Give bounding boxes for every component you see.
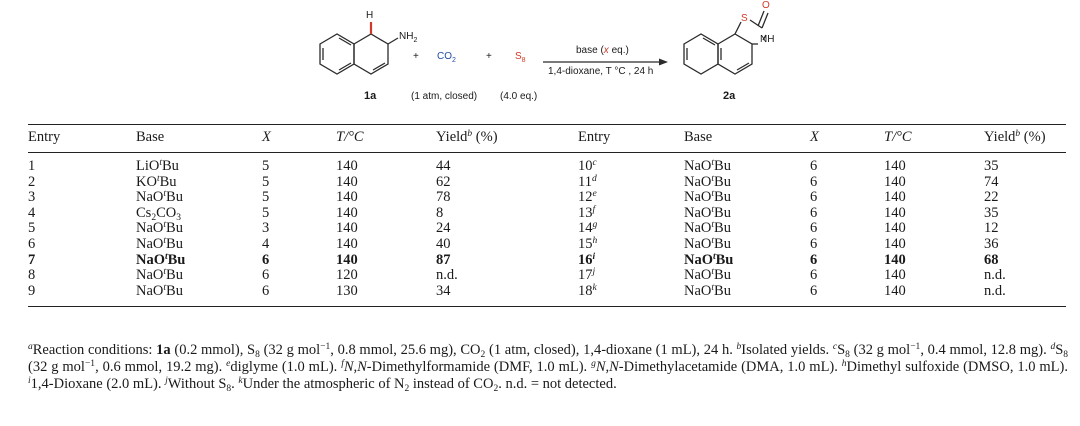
cell-entry: 5 bbox=[28, 220, 36, 237]
reaction-scheme-drawing bbox=[0, 0, 1080, 112]
header-x: X bbox=[262, 125, 336, 153]
cell-entry-2: 18$^k$ bbox=[578, 284, 684, 307]
cell-yield-2: 68 bbox=[984, 251, 999, 268]
cell-base: NaO$^t$Bu bbox=[136, 189, 183, 206]
arrow-bottom-conditions: 1,4-dioxane, T °C , 24 h bbox=[548, 66, 654, 77]
header-entry-2: Entry bbox=[578, 125, 684, 153]
cell-base-2: NaO$^t$Bu bbox=[684, 235, 731, 252]
cell-x: 6 bbox=[262, 267, 270, 284]
cell-entry-2: 14$^g$ bbox=[578, 220, 598, 237]
cell-yield-2: 74 bbox=[984, 173, 999, 190]
table-row bbox=[28, 268, 1066, 284]
cell-x-2: 6 bbox=[810, 189, 818, 206]
cell-yield: 62 bbox=[436, 173, 451, 190]
cell-temperature: 140 bbox=[336, 204, 358, 221]
table-row bbox=[28, 253, 1066, 269]
arrow-top-conditions: base (x eq.) bbox=[576, 45, 629, 56]
header-entry: Entry bbox=[28, 125, 136, 153]
cell-entry: 9 bbox=[28, 284, 136, 307]
product-sulfur: S bbox=[741, 13, 748, 24]
product-ring-left bbox=[684, 34, 718, 74]
cell-temperature-2: 140 bbox=[884, 251, 906, 268]
h-atom: H bbox=[366, 10, 374, 21]
cell-entry-2: 16$^i$ bbox=[578, 251, 596, 268]
cell-entry-2: 10$^c$ bbox=[578, 158, 597, 174]
cell-yield: n.d. bbox=[436, 267, 458, 284]
cell-base: NaO$^t$Bu bbox=[136, 220, 183, 237]
cell-x-2: 6 bbox=[810, 284, 884, 307]
table-row bbox=[28, 221, 1066, 237]
table-row bbox=[28, 175, 1066, 191]
cell-x-2: 6 bbox=[810, 220, 818, 237]
co2-reagent: $CO_2$ bbox=[437, 51, 456, 64]
cell-yield: 24 bbox=[436, 220, 451, 237]
cell-yield-2: 22 bbox=[984, 189, 999, 206]
cell-temperature-2: 140 bbox=[884, 235, 906, 252]
cell-base: $Cs_2CO_3$ bbox=[136, 204, 181, 223]
table-header-row bbox=[28, 125, 1066, 153]
cell-temperature: 140 bbox=[336, 158, 358, 174]
cell-yield-2: 35 bbox=[984, 158, 999, 174]
header-base-2: Base bbox=[684, 125, 810, 153]
cell-entry: 4 bbox=[28, 204, 36, 221]
cell-entry: 1 bbox=[28, 158, 36, 174]
cell-entry-2: 11$^d$ bbox=[578, 173, 597, 190]
cell-temperature: 120 bbox=[336, 267, 358, 284]
product-label: 2a bbox=[723, 90, 736, 102]
cell-x-2: 6 bbox=[810, 158, 818, 174]
co2-condition: (1 atm, closed) bbox=[411, 91, 478, 102]
cell-yield-2: 36 bbox=[984, 235, 999, 252]
reactant-ring-right bbox=[354, 34, 388, 74]
amino-group: $NH_2$ bbox=[399, 31, 418, 44]
cell-temperature-2: 140 bbox=[884, 284, 984, 307]
header-temperature: T/°C bbox=[336, 125, 436, 153]
table-row bbox=[28, 190, 1066, 206]
table-row bbox=[28, 206, 1066, 222]
cell-x: 4 bbox=[262, 235, 270, 252]
cell-base: NaO$^t$Bu bbox=[136, 267, 183, 284]
sulfur-reagent: $S_8$ bbox=[515, 51, 526, 64]
cell-temperature: 140 bbox=[336, 235, 358, 252]
cell-base: NaO$^t$Bu bbox=[136, 251, 186, 268]
cell-x: 6 bbox=[262, 284, 336, 307]
cell-temperature-2: 140 bbox=[884, 189, 906, 206]
cell-base-2: NaO$^t$Bu bbox=[684, 267, 731, 284]
product-nh: NH bbox=[760, 34, 775, 45]
cell-entry-2: 17$^j$ bbox=[578, 267, 596, 284]
cell-yield-2: 12 bbox=[984, 220, 999, 237]
cell-x-2: 6 bbox=[810, 204, 818, 221]
cell-temperature-2: 140 bbox=[884, 158, 906, 174]
cell-x-2: 6 bbox=[810, 235, 818, 252]
header-yield-2: Yield$^b$ (%) bbox=[984, 125, 1066, 153]
cell-temperature: 140 bbox=[336, 173, 358, 190]
header-base: Base bbox=[136, 125, 262, 153]
cell-base-2: NaO$^t$Bu bbox=[684, 173, 731, 190]
cell-yield: 87 bbox=[436, 251, 451, 268]
cell-x: 5 bbox=[262, 158, 270, 174]
cell-temperature: 140 bbox=[336, 220, 358, 237]
cell-base-2: NaO$^t$Bu bbox=[684, 204, 731, 221]
cell-temperature-2: 140 bbox=[884, 173, 906, 190]
header-temperature-2: T/°C bbox=[884, 125, 984, 153]
header-x-2: X bbox=[810, 125, 884, 153]
cell-yield: 8 bbox=[436, 204, 444, 221]
cell-entry-2: 13$^f$ bbox=[578, 204, 596, 221]
sulfur-condition: (4.0 eq.) bbox=[500, 91, 538, 102]
cell-yield-2: n.d. bbox=[984, 284, 1066, 307]
cell-base-2: NaO$^t$Bu bbox=[684, 189, 731, 206]
cell-entry: 3 bbox=[28, 189, 36, 206]
cell-base: NaO$^t$Bu bbox=[136, 284, 262, 307]
cell-entry-2: 12e bbox=[578, 189, 597, 206]
cell-temperature-2: 140 bbox=[884, 204, 906, 221]
cell-base-2: NaO$^t$Bu bbox=[684, 220, 731, 237]
cell-yield: 78 bbox=[436, 189, 451, 206]
cell-x: 5 bbox=[262, 173, 270, 190]
cell-yield: 40 bbox=[436, 235, 451, 252]
cell-temperature: 130 bbox=[336, 284, 436, 307]
cell-yield: 44 bbox=[436, 158, 451, 174]
cell-entry-2: 15$^h$ bbox=[578, 235, 598, 252]
reactant-label: 1a bbox=[364, 90, 377, 102]
product-ring-right bbox=[718, 34, 752, 74]
cell-yield-2: 35 bbox=[984, 204, 999, 221]
cell-base-2: NaO$^t$Bu bbox=[684, 284, 810, 307]
cell-x-2: 6 bbox=[810, 267, 818, 284]
cell-x: 3 bbox=[262, 220, 270, 237]
cell-temperature-2: 140 bbox=[884, 267, 906, 284]
cell-temperature: 140 bbox=[336, 189, 358, 206]
plus-sign-1: + bbox=[413, 51, 419, 62]
cell-base-2: NaO$^t$Bu bbox=[684, 158, 731, 174]
cell-base-2: NaO$^t$Bu bbox=[684, 251, 734, 268]
optimization-table bbox=[28, 124, 1066, 307]
table-row bbox=[28, 153, 1066, 175]
reactant-ring-left bbox=[320, 34, 354, 74]
table-row bbox=[28, 284, 1066, 307]
cell-yield: 34 bbox=[436, 284, 578, 307]
table-row bbox=[28, 237, 1066, 253]
cell-temperature: 140 bbox=[336, 251, 358, 268]
cell-x: 5 bbox=[262, 189, 270, 206]
cell-entry: 8 bbox=[28, 267, 36, 284]
cell-base: LiO$^t$Bu bbox=[136, 158, 179, 174]
reaction-scheme bbox=[0, 0, 1080, 112]
table-body bbox=[28, 153, 1066, 307]
plus-sign-2: + bbox=[486, 51, 492, 62]
cell-x-2: 6 bbox=[810, 173, 818, 190]
product-oxygen: O bbox=[762, 0, 770, 11]
cell-x: 6 bbox=[262, 251, 270, 268]
cell-temperature-2: 140 bbox=[884, 220, 906, 237]
cell-entry: 2 bbox=[28, 173, 36, 190]
cell-base: $KO^tBu$ bbox=[136, 173, 177, 190]
table-footnotes: $^a$Reaction conditions: 1a (0.2 mmol), $S_8$ (32 g mol$^{-1}$, 0.8 mmol, 25.6 mg), $CO_2$ (1 atm, closed), 1,4-dioxane (1 mL), 24 h. $^b$Isolated yields. $^cS_8$ (32 g mol$^{-1}$, 0.4 mmol, 12.8 mg). $^dS_8$ (32 g mol$^{-1}$, 0.6 mmol, 19.2 mg). $^e$diglyme (1.0 mL). $^f$N,N-Dimethylformamide (DMF, 1.0 mL). $^g$N,N-Dimethylacetamide (DMA, 1.0 mL). $^h$Dimethyl sulfoxide (DMSO, 1.0 mL). $^i$1,4-Dioxane (2.0 mL). $^j$Without $S_8$. $^k$Under the atmospheric of $N_2$ instead of $CO_2$. n.d. = not detected. bbox=[28, 342, 1069, 394]
cell-x: 5 bbox=[262, 204, 270, 221]
cell-entry: 6 bbox=[28, 235, 36, 252]
cell-entry: 7 bbox=[28, 251, 36, 268]
cell-base: NaO$^t$Bu bbox=[136, 235, 183, 252]
cell-yield-2: n.d. bbox=[984, 267, 1006, 284]
header-yield: Yield$^b$ (%) bbox=[436, 125, 578, 153]
cell-x-2: 6 bbox=[810, 251, 818, 268]
